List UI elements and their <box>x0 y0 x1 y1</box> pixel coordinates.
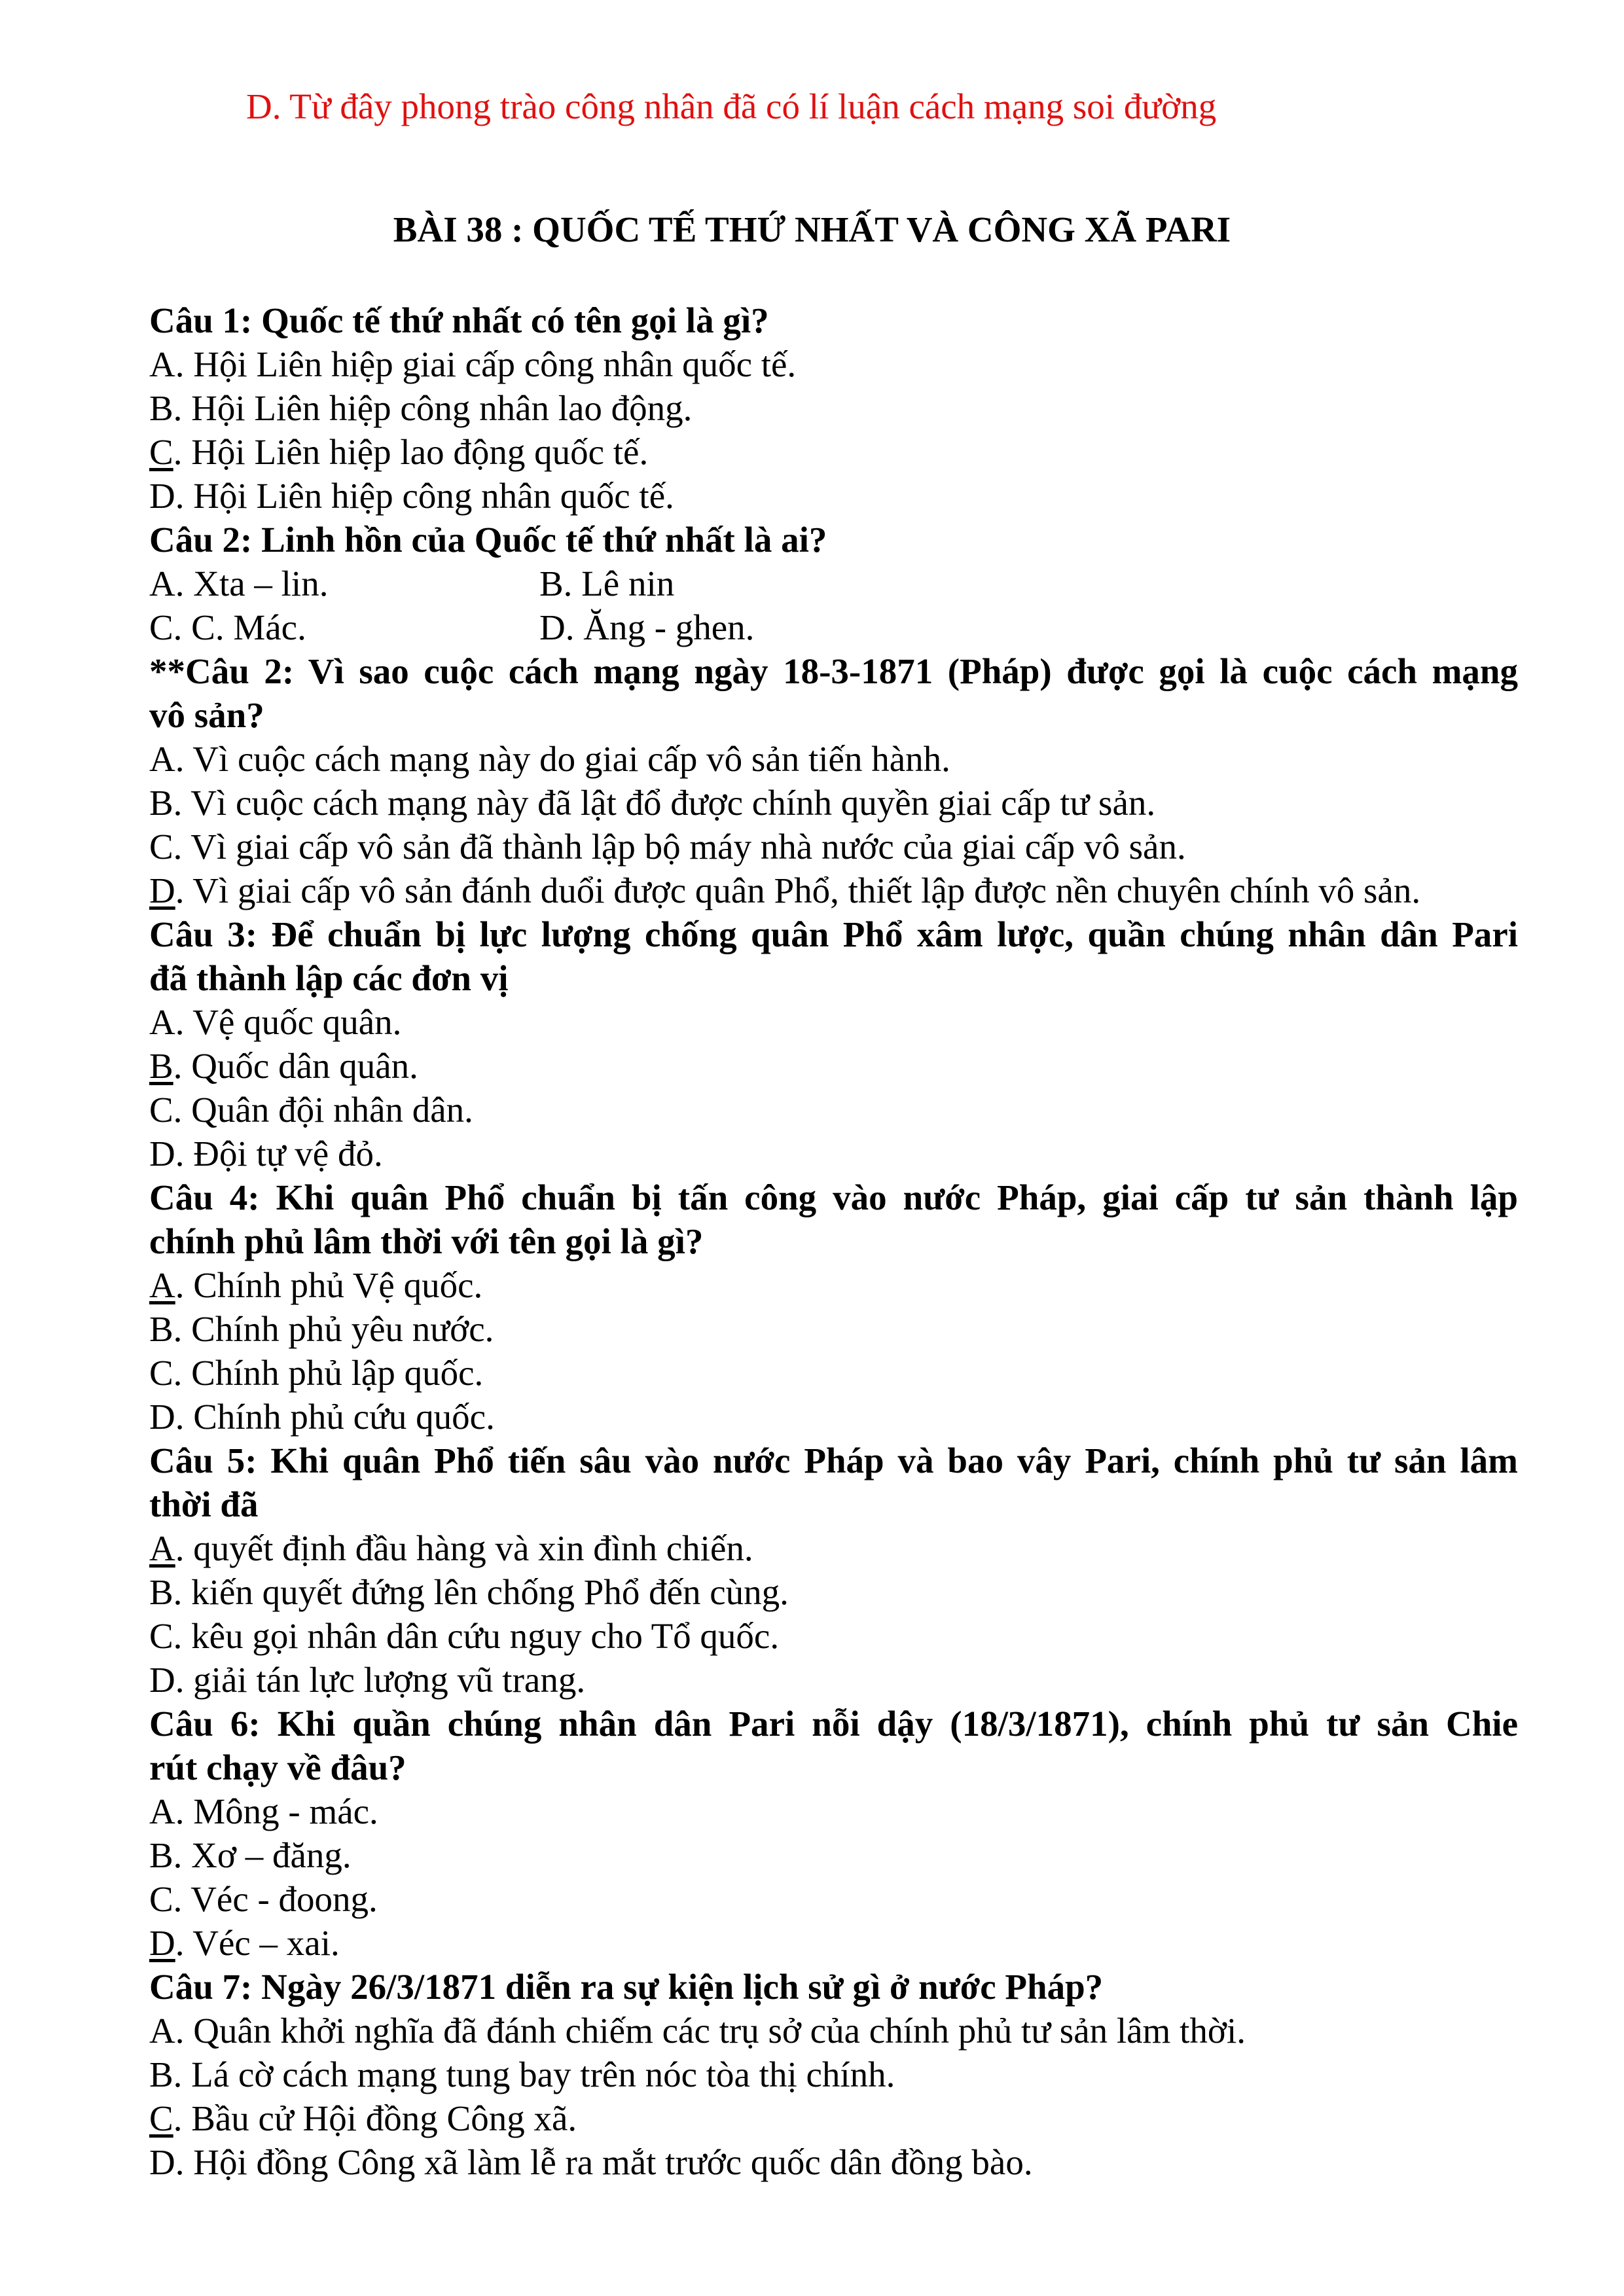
q7-correct-letter: C <box>149 2098 173 2138</box>
lesson-title: BÀI 38 : QUỐC TẾ THỨ NHẤT VÀ CÔNG XÃ PARI <box>393 209 1231 249</box>
q1-option-d: D. Hội Liên hiệp công nhân quốc tế. <box>149 476 674 516</box>
q3-option-b <box>149 1045 1524 1088</box>
q2-option-d: D. Ăng - ghen. <box>539 607 755 647</box>
q6-question-line-2: rút chạy về đâu? <box>149 1748 406 1787</box>
q2b-option-b: B. Vì cuộc cách mạng này đã lật đổ được chính quyền giai cấp tư sản. <box>149 783 1156 823</box>
q6-correct-letter: D <box>149 1923 175 1963</box>
q6-question-line-1: Câu 6: Khi quần chúng nhân dân Pari nỗi dậy (18/3/1871), chính phủ tư sản Chie <box>149 1704 1518 1744</box>
q2b-option-a: A. Vì cuộc cách mạng này do giai cấp vô sản tiến hành. <box>149 739 950 779</box>
q6-option-d <box>149 1922 1524 1965</box>
q6-option-d-text: . Véc – xai. <box>175 1923 340 1963</box>
q4-option-d: D. Chính phủ cứu quốc. <box>149 1397 495 1437</box>
q2b-question-line-2: vô sản? <box>149 695 264 735</box>
q4-option-b: B. Chính phủ yêu nước. <box>149 1309 494 1349</box>
q7-option-a: A. Quân khởi nghĩa đã đánh chiếm các trụ sở của chính phủ tư sản lâm thời. <box>149 2011 1246 2051</box>
q6-option-b: B. Xơ – đăng. <box>149 1835 352 1875</box>
q4-option-a-text: . Chính phủ Vệ quốc. <box>175 1265 483 1305</box>
q1-correct-letter: C <box>149 432 173 472</box>
q5-question-line-1: Câu 5: Khi quân Phổ tiến sâu vào nước Pháp và bao vây Pari, chính phủ tư sản lâm <box>149 1441 1518 1480</box>
q2-question: Câu 2: Linh hồn của Quốc tế thứ nhất là ai? <box>149 520 827 560</box>
q5-option-d: D. giải tán lực lượng vũ trang. <box>149 1660 586 1700</box>
q2b-correct-letter: D <box>149 870 175 910</box>
q2-row-1 <box>149 562 1524 605</box>
q3-question-line-2: đã thành lập các đơn vị <box>149 958 509 998</box>
q5-option-c: C. kêu gọi nhân dân cứu nguy cho Tổ quốc. <box>149 1616 780 1656</box>
q3-option-c: C. Quân đội nhân dân. <box>149 1090 473 1130</box>
q2-option-a: A. Xta – lin. <box>149 564 329 603</box>
q4-correct-letter: A <box>149 1265 175 1305</box>
q4-question-line-1: Câu 4: Khi quân Phổ chuẩn bị tấn công vào nước Pháp, giai cấp tư sản thành lập <box>149 1177 1518 1217</box>
q1-option-c <box>149 431 1524 474</box>
q5-question-line-2: thời đã <box>149 1484 259 1524</box>
q3-option-b-text: . Quốc dân quân. <box>173 1046 418 1086</box>
q6-option-c: C. Véc - đoong. <box>149 1879 378 1919</box>
q4-question-line-2: chính phủ lâm thời với tên gọi là gì? <box>149 1221 704 1261</box>
q5-correct-letter: A <box>149 1528 175 1568</box>
q6-option-a: A. Mông - mác. <box>149 1791 378 1831</box>
q3-correct-letter: B <box>149 1046 173 1086</box>
q1-option-b: B. Hội Liên hiệp công nhân lao động. <box>149 388 693 428</box>
q7-option-c <box>149 2097 1524 2140</box>
q1-option-a: A. Hội Liên hiệp giai cấp công nhân quốc tế. <box>149 344 797 384</box>
q7-option-d: D. Hội đồng Công xã làm lễ ra mắt trước quốc dân đồng bào. <box>149 2142 1033 2182</box>
q4-option-a <box>149 1264 1524 1307</box>
q5-option-b: B. kiến quyết đứng lên chống Phổ đến cùng. <box>149 1572 789 1612</box>
q5-option-a-text: . quyết định đầu hàng và xin đình chiến. <box>175 1528 753 1568</box>
q2b-option-c: C. Vì giai cấp vô sản đã thành lập bộ máy nhà nước của giai cấp vô sản. <box>149 827 1186 867</box>
q3-question-line-1: Câu 3: Để chuẩn bị lực lượng chống quân Phổ xâm lược, quần chúng nhân dân Pari <box>149 914 1518 954</box>
q7-option-b: B. Lá cờ cách mạng tung bay trên nóc tòa thị chính. <box>149 2054 895 2094</box>
q2-option-b: B. Lê nin <box>539 564 675 603</box>
q1-question: Câu 1: Quốc tế thứ nhất có tên gọi là gì? <box>149 300 769 340</box>
q7-option-c-text: . Bầu cử Hội đồng Công xã. <box>173 2098 577 2138</box>
q2-option-c: C. C. Mác. <box>149 607 306 647</box>
q3-option-d: D. Đội tự vệ đỏ. <box>149 1134 383 1174</box>
q2b-option-d <box>149 869 1524 912</box>
q2b-option-d-text: . Vì giai cấp vô sản đánh duổi được quân Phổ, thiết lập được nền chuyên chính vô sản. <box>175 870 1421 910</box>
q3-option-a: A. Vệ quốc quân. <box>149 1002 402 1042</box>
q2b-question-line-1: **Câu 2: Vì sao cuộc cách mạng ngày 18-3-1871 (Pháp) được gọi là cuộc cách mạng <box>149 651 1518 691</box>
q4-option-c: C. Chính phủ lập quốc. <box>149 1353 484 1393</box>
q5-option-a <box>149 1527 1524 1570</box>
q7-question: Câu 7: Ngày 26/3/1871 diễn ra sự kiện lịch sử gì ở nước Pháp? <box>149 1967 1104 2007</box>
previous-answer-line: D. Từ đây phong trào công nhân đã có lí luận cách mạng soi đường <box>246 86 1217 126</box>
q2-row-2 <box>149 606 1524 649</box>
q1-option-c-text: . Hội Liên hiệp lao động quốc tế. <box>173 432 649 472</box>
